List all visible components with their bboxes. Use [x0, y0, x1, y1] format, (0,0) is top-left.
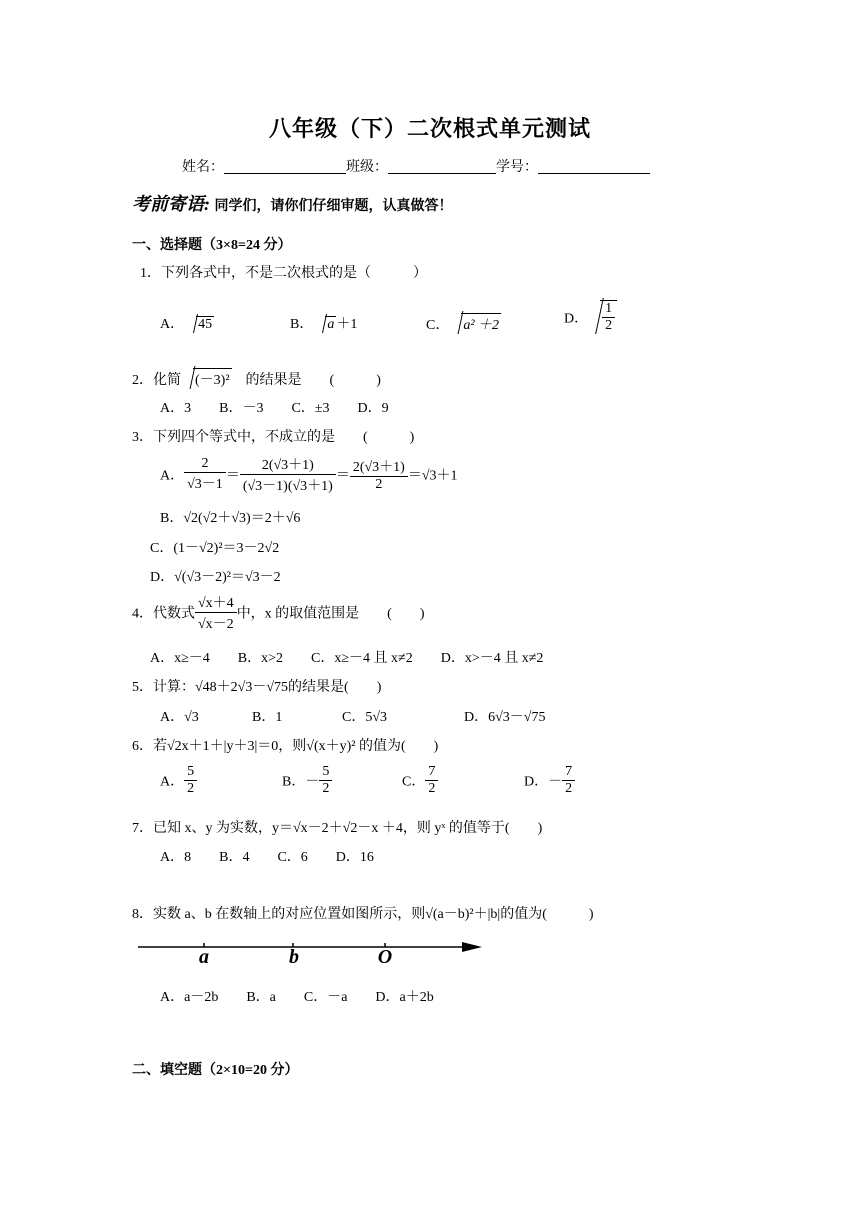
question-4-stem: 4．代数式 $\frac{√x+4}{√x-2}$ 中，x 的取值范围是 ( ) [132, 592, 425, 633]
name-label: 姓名： [182, 160, 224, 175]
q1-option-c: C． a² ＋2 [426, 313, 501, 334]
question-8-stem: 8．实数 a、b 在数轴上的对应位置如图所示，则√(a－b)²＋|b|的值为( ) [132, 907, 594, 922]
message [132, 190, 453, 216]
question-3-stem: 3．下列四个等式中，不成立的是 ( ) [132, 430, 415, 445]
q5-option-a: A．√3 [160, 710, 199, 725]
page-title: 八年级（下）二次根式单元测试 [268, 116, 591, 141]
section-2-heading: 二、填空题（2×10=20 分） [132, 1063, 299, 1078]
q5-option-b: B．1 [252, 710, 283, 725]
q8-options: A．a－2b B．a C．－a D．a＋2b [160, 990, 434, 1005]
question-5-stem: 5．计算：√48＋2√3－√75的结果是( ) [132, 680, 382, 695]
q5-option-c: C．5√3 [342, 710, 388, 725]
q3-option-a: A． $\frac{2}{√3-1}$ ＝ $\frac{2(√3+1)}{(√3-1)(√3+1)}$ ＝ $\frac{2(√3+1)}{2}$ ＝√3＋1 [160, 456, 458, 494]
q5-option-d: D．6√3－√75 [464, 710, 546, 725]
q4-options: A．x≥－4 B．x>2 C．x≥－4 且 x≠2 D．x>－4 且 x≠2 [150, 651, 544, 666]
message-head: 考前寄语: [132, 194, 210, 214]
label-o: O [377, 946, 393, 968]
name-blank [224, 159, 346, 174]
label-b: b [289, 946, 299, 968]
id-blank [538, 159, 650, 174]
question-7-stem: 7．已知 x、y 为实数，y＝√x－2＋√2－x ＋4，则 yˣ 的值等于( ) [132, 821, 543, 836]
q1-option-a: A． 45 [160, 317, 213, 332]
q1-option-d: D． $\frac{1}{2}$ [564, 300, 617, 334]
class-label: 班级： [346, 160, 388, 175]
message-body: 同学们，请你们仔细审题，认真做答！ [214, 199, 453, 214]
q3-option-b: B．√2(√2＋√3)＝2＋√6 [160, 511, 301, 526]
q2-options: A．3 B．－3 C．±3 D．9 [160, 401, 389, 416]
q6-option-d: D．－ $\frac{7}{2}$ [524, 764, 575, 797]
q6-option-b: B．－ $\frac{5}{2}$ [282, 764, 332, 797]
arrow-icon [462, 942, 482, 952]
student-info [182, 156, 650, 176]
number-line [136, 936, 486, 970]
class-blank [388, 159, 496, 174]
question-1-stem: 1．下列各式中，不是二次根式的是（ ） [140, 266, 427, 281]
label-a: a [199, 946, 209, 968]
id-label: 学号： [496, 160, 538, 175]
question-2-stem: 2．化简 (－3)² 的结果是 ( ) [132, 368, 381, 389]
q3-option-c: C．(1－√2)²＝3－2√2 [150, 541, 280, 556]
q6-option-c: C． $\frac{7}{2}$ [402, 764, 438, 797]
q1-option-b: B． a ＋1 [290, 317, 358, 332]
section-1-heading: 一、选择题（3×8=24 分） [132, 238, 292, 253]
question-6-stem: 6．若√2x＋1＋|y＋3|＝0，则√(x＋y)² 的值为( ) [132, 739, 439, 754]
q3-option-d: D．√(√3－2)²＝√3－2 [150, 570, 281, 585]
q6-option-a: A． $\frac{5}{2}$ [160, 764, 197, 797]
q7-options: A．8 B．4 C．6 D．16 [160, 850, 374, 865]
